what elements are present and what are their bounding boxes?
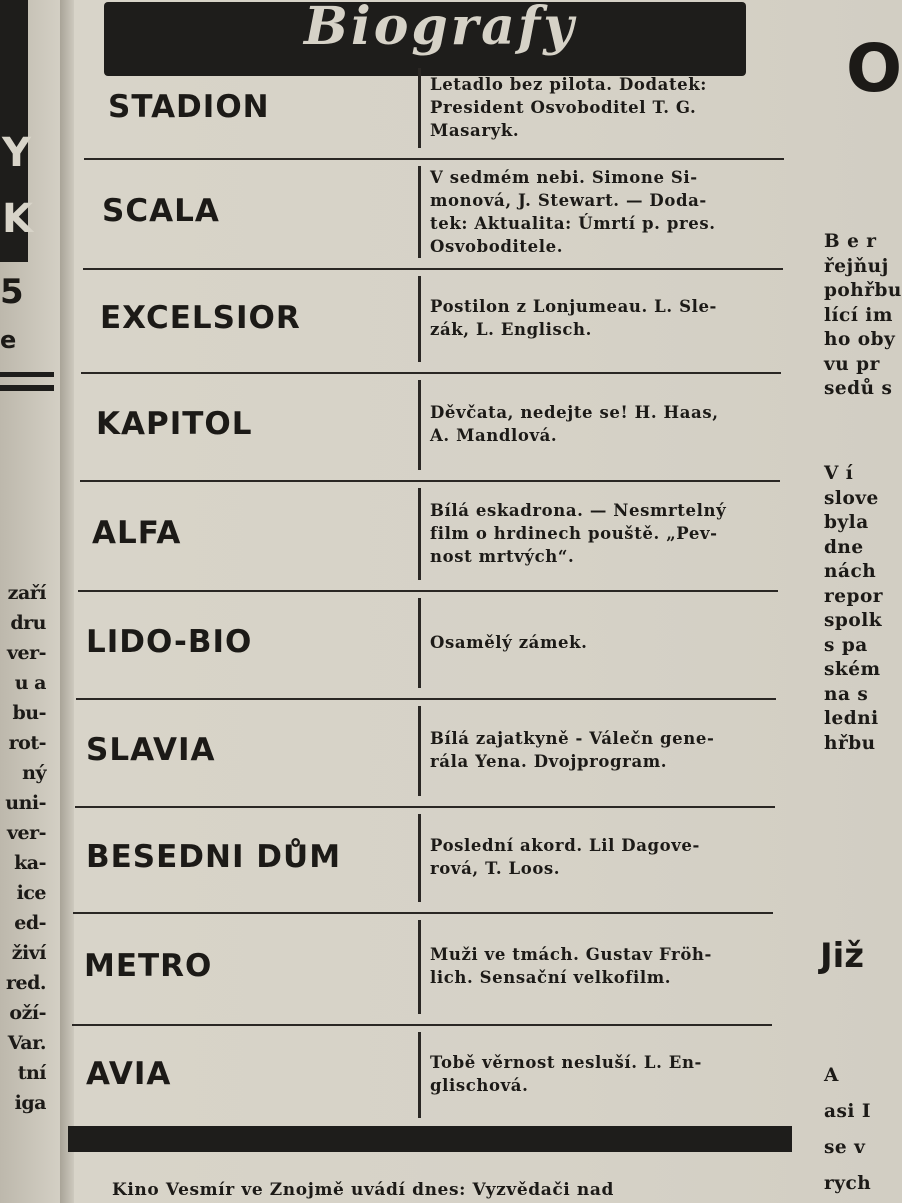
text-line: spolk	[824, 610, 883, 631]
row-divider	[80, 480, 780, 482]
text-line: nách	[824, 561, 877, 582]
description-line: Muži ve tmách. Gustav Fröh-	[430, 945, 712, 964]
text-line: iga	[14, 1092, 46, 1114]
text-line: u a	[14, 672, 46, 694]
text-line: dne	[824, 536, 864, 558]
text-line: B e r	[824, 231, 877, 252]
description-line: Osvoboditele.	[430, 237, 564, 256]
row-divider	[73, 912, 773, 914]
text-line: ný	[22, 762, 46, 784]
description-line: Letadlo bez pilota. Dodatek:	[430, 74, 707, 94]
bottom-rule	[68, 1126, 792, 1152]
right-paragraph-3	[824, 1058, 902, 1202]
right-subheading: Již	[820, 936, 865, 976]
text-line: ském	[824, 659, 881, 680]
page-spine-shadow	[60, 0, 74, 1203]
description-line: V sedmém nebi. Simone Si-	[430, 168, 698, 187]
description-line: nost mrtvých“.	[430, 546, 575, 566]
text-line: zaří	[7, 582, 46, 604]
description-line: rála Yena. Dvojprogram.	[430, 752, 668, 771]
description-line: Bílá zajatkyně - Válečn gene-	[430, 729, 715, 748]
row-divider	[83, 268, 783, 270]
text-line: repor	[824, 585, 884, 607]
text-line: hřbu	[824, 732, 876, 754]
text-line: ed-	[14, 912, 46, 934]
left-banner-letter: K	[2, 196, 33, 242]
cinema-name: SLAVIA	[86, 732, 216, 768]
cinema-name: BESEDNI DŮM	[86, 839, 342, 875]
column-divider	[418, 380, 421, 470]
film-description	[430, 943, 790, 989]
film-description	[430, 166, 790, 258]
biografy-header-banner	[104, 2, 746, 76]
text-line: red.	[6, 972, 46, 994]
film-description	[430, 295, 790, 341]
description-line: film o hrdinech pouště. „Pev-	[430, 523, 718, 543]
text-line: lící im	[824, 304, 893, 326]
column-divider	[418, 920, 421, 1014]
text-line: rych	[824, 1173, 872, 1194]
text-line: uni-	[5, 792, 46, 814]
right-headline-fragment: O	[846, 30, 902, 107]
text-line: se v	[824, 1137, 866, 1158]
column-divider	[418, 1032, 421, 1118]
column-divider	[418, 706, 421, 796]
right-paragraph-1	[824, 230, 902, 402]
film-description	[430, 631, 790, 654]
row-divider	[72, 1024, 772, 1026]
column-divider	[418, 166, 421, 258]
cinema-name: ALFA	[92, 515, 182, 551]
text-line: pohřbu	[824, 280, 902, 301]
description-line: Poslední akord. Lil Dagove-	[430, 836, 700, 855]
row-divider	[84, 158, 784, 160]
text-line: vu pr	[824, 353, 880, 375]
text-line: rot-	[8, 732, 46, 754]
row-divider	[76, 698, 776, 700]
bottom-article-text: Kino Vesmír ve Znojmě uvádí dnes: Vyzvědači nad	[112, 1180, 614, 1200]
cinema-name: METRO	[84, 948, 213, 984]
left-letter: e	[0, 326, 17, 354]
text-line: ver-	[6, 642, 46, 664]
cinema-name: KAPITOL	[96, 406, 253, 442]
description-line: Osamělý zámek.	[430, 632, 588, 652]
text-line: oží-	[9, 1002, 46, 1024]
text-line: sedů s	[824, 378, 893, 399]
column-divider	[418, 814, 421, 902]
text-line: byla	[824, 512, 869, 533]
description-line: tek: Aktualita: Úmrtí p. pres.	[430, 214, 716, 233]
column-divider	[418, 598, 421, 688]
text-line: na s	[824, 683, 869, 705]
description-line: Postilon z Lonjumeau. L. Sle-	[430, 297, 717, 316]
column-divider	[418, 68, 421, 148]
row-divider	[75, 806, 775, 808]
left-rule	[0, 385, 54, 391]
description-line: zák, L. Englisch.	[430, 320, 592, 339]
text-line: dru	[10, 612, 46, 634]
right-column-fragment	[800, 0, 902, 1203]
left-column-fragment	[0, 0, 62, 1203]
film-description	[430, 1051, 790, 1097]
left-rule	[0, 372, 54, 377]
left-black-banner	[0, 0, 33, 262]
cinema-name: SCALA	[102, 193, 220, 229]
text-line: ver-	[6, 822, 46, 844]
row-divider	[78, 590, 778, 592]
column-divider	[418, 488, 421, 580]
text-line: ice	[16, 882, 46, 904]
text-line: s pa	[824, 634, 868, 656]
description-line: rová, T. Loos.	[430, 859, 561, 878]
film-description	[430, 401, 790, 447]
description-line: A. Mandlová.	[430, 426, 558, 445]
description-line: Tobě věrnost nesluší. L. En-	[430, 1053, 703, 1072]
left-text-fragment	[0, 578, 60, 1118]
film-description	[430, 73, 790, 142]
description-line: monová, J. Stewart. — Doda-	[430, 191, 707, 210]
right-paragraph-2	[824, 462, 902, 756]
description-line: Děvčata, nedejte se! H. Haas,	[430, 403, 719, 422]
description-line: President Osvoboditel T. G.	[430, 97, 697, 117]
cinema-name: EXCELSIOR	[100, 300, 301, 336]
description-line: Masaryk.	[430, 120, 520, 140]
text-line: ledni	[824, 708, 879, 729]
text-line: ho oby	[824, 329, 896, 350]
header-title: Biografy	[304, 0, 577, 57]
film-description	[430, 834, 790, 880]
text-line: živí	[11, 942, 46, 964]
column-divider	[418, 276, 421, 362]
film-description	[430, 727, 790, 773]
text-line: řejňuj	[824, 255, 889, 277]
text-line: Var.	[7, 1032, 46, 1054]
cinema-name: STADION	[108, 89, 270, 125]
description-line: glischová.	[430, 1076, 529, 1095]
description-line: Bílá eskadrona. — Nesmrtelný	[430, 500, 727, 520]
left-number: 5	[0, 272, 24, 312]
text-line: V í	[824, 463, 854, 484]
text-line: asi I	[824, 1101, 872, 1122]
description-line: lich. Sensační velkofilm.	[430, 968, 672, 987]
text-line: A	[824, 1065, 839, 1086]
cinema-name: AVIA	[86, 1056, 172, 1092]
row-divider	[81, 372, 781, 374]
text-line: ka-	[14, 852, 46, 874]
text-line: bu-	[12, 702, 46, 724]
text-line: slove	[824, 487, 879, 509]
film-description	[430, 499, 790, 568]
left-banner-letter: Y	[2, 130, 31, 176]
cinema-name: LIDO-BIO	[86, 624, 253, 660]
text-line: tní	[17, 1062, 46, 1084]
